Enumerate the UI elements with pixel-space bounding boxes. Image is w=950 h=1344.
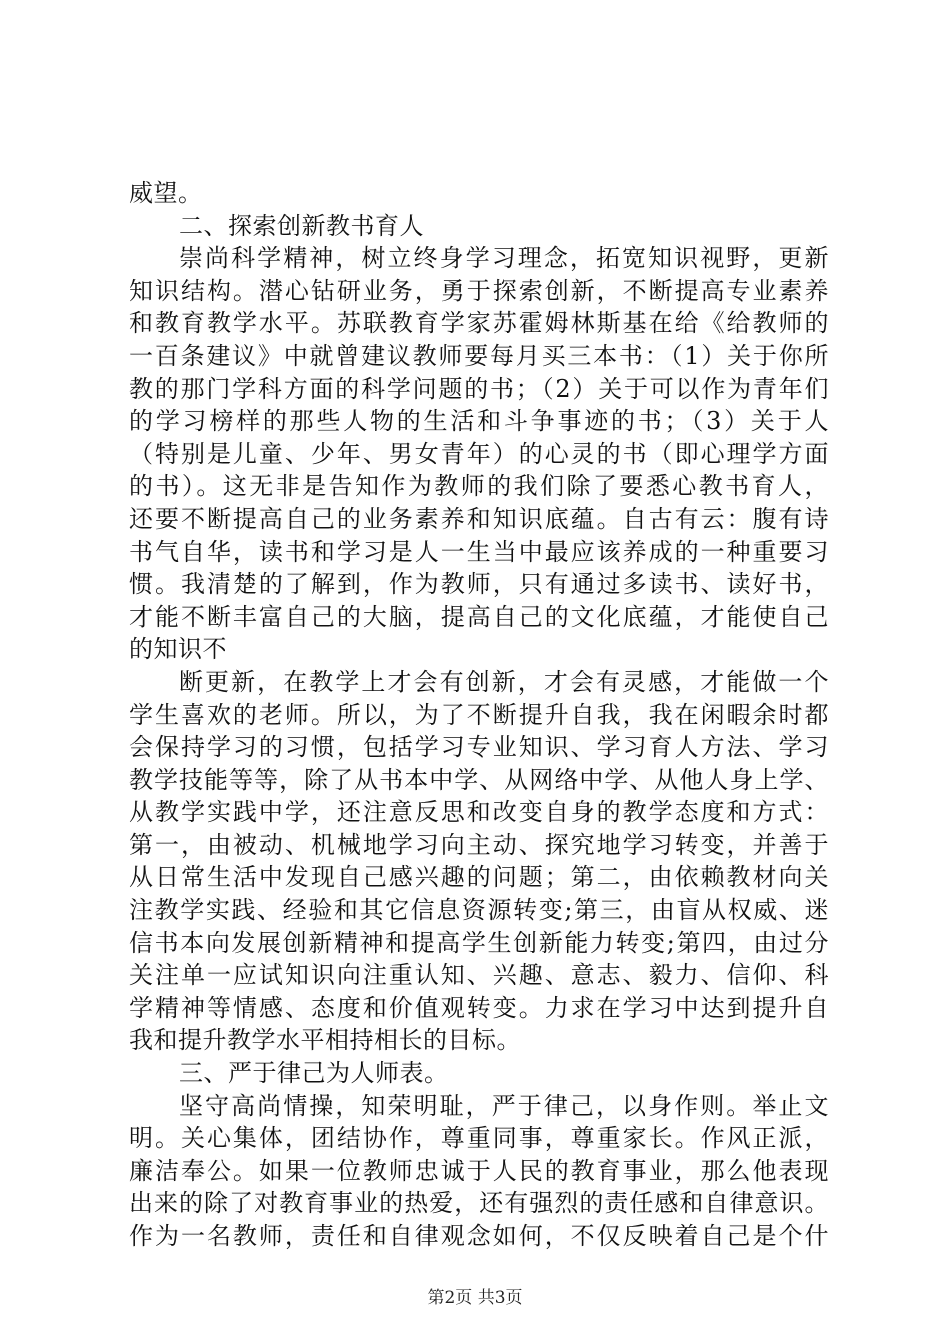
page-footer: 第2页 共3页 [427, 1288, 523, 1308]
text-line: 断更新，在教学上才会有创新，才会有灵感，才能做一个 [179, 667, 829, 696]
text-line: 学生喜欢的老师。所以，为了不断提升自我，我在闲暇余时都 [129, 700, 829, 729]
text-line: 知识结构。潜心钻研业务，勇于探索创新，不断提高专业素养 [129, 276, 829, 305]
text-line: 才能不断丰富自己的大脑，提高自己的文化底蕴，才能使自己 [129, 602, 829, 631]
text-line: 书气自华，读书和学习是人一生当中最应该养成的一种重要习 [129, 537, 829, 566]
text-line: 信书本向发展创新精神和提高学生创新能力转变;第四，由过分 [129, 928, 829, 957]
text-line: 教学技能等等，除了从书本中学、从网络中学、从他人身上学、 [129, 765, 829, 794]
text-line: 明。关心集体，团结协作，尊重同事，尊重家长。作风正派， [129, 1124, 829, 1153]
text-line: 的学习榜样的那些人物的生活和斗争事迹的书；（3）关于人 [129, 407, 829, 436]
text-line: 一百条建议》中就曾建议教师要每月买三本书：（1）关于你所 [129, 341, 829, 370]
text-line: 教的那门学科方面的科学问题的书；（2）关于可以作为青年们 [129, 374, 829, 403]
text-line: 的书）。这无非是告知作为教师的我们除了要悉心教书育人， [129, 472, 829, 501]
document-body [129, 177, 829, 1253]
text-line: 会保持学习的习惯，包括学习专业知识、学习育人方法、学习 [129, 733, 829, 762]
text-line: 和教育教学水平。苏联教育学家苏霍姆林斯基在给《给教师的 [129, 309, 829, 338]
text-line: 关注单一应试知识向注重认知、兴趣、意志、毅力、信仰、科 [129, 961, 829, 990]
text-line: 威望。 [129, 179, 203, 207]
text-line: （特别是儿童、少年、男女青年）的心灵的书（即心理学方面 [129, 439, 829, 468]
text-line: 学精神等情感、态度和价值观转变。力求在学习中达到提升自 [129, 993, 829, 1022]
text-line: 我和提升教学水平相持相长的目标。 [129, 1026, 521, 1055]
text-line: 二、探索创新教书育人 [179, 211, 424, 240]
text-line: 崇尚科学精神，树立终身学习理念，拓宽知识视野，更新 [179, 244, 829, 273]
text-line: 三、严于律己为人师表。 [179, 1059, 449, 1088]
text-line: 还要不断提高自己的业务素养和知识底蕴。自古有云：腹有诗 [129, 504, 829, 533]
text-line: 第一，由被动、机械地学习向主动、探究地学习转变，并善于 [129, 830, 829, 859]
text-line: 惯。我清楚的了解到，作为教师，只有通过多读书、读好书， [129, 570, 829, 599]
text-line: 的知识不 [129, 635, 227, 664]
text-line: 作为一名教师，责任和自律观念如何，不仅反映着自己是个什 [129, 1222, 829, 1250]
text-line: 廉洁奉公。如果一位教师忠诚于人民的教育事业，那么他表现 [129, 1156, 829, 1185]
text-line: 注教学实践、经验和其它信息资源转变;第三，由盲从权威、迷 [129, 896, 829, 925]
text-line: 坚守高尚情操，知荣明耻，严于律己，以身作则。举止文 [179, 1091, 829, 1120]
text-line: 从教学实践中学，还注意反思和改变自身的教学态度和方式： [129, 798, 829, 827]
text-line: 出来的除了对教育事业的热爱，还有强烈的责任感和自律意识。 [129, 1189, 829, 1218]
text-line: 从日常生活中发现自己感兴趣的问题；第二，由依赖教材向关 [129, 863, 829, 892]
